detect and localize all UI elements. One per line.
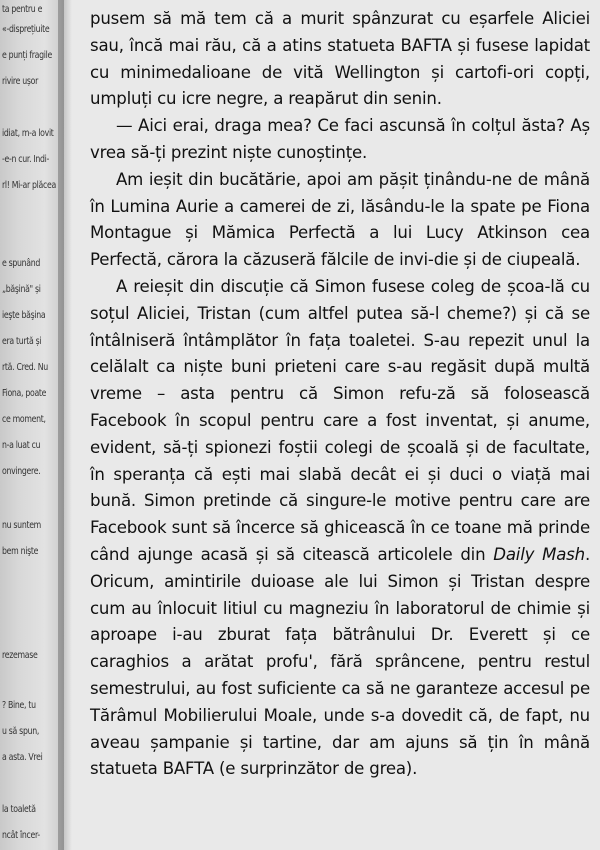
facing-page-fragment: ieşte băşina: [2, 310, 46, 321]
facing-page-fragment: era turtă și: [2, 336, 42, 347]
facing-page-fragment: a asta. Vrei: [2, 752, 43, 763]
facing-page-fragment: la toaletă: [2, 804, 36, 815]
facing-page-fragment: ? Bine, tu: [2, 700, 36, 711]
facing-page-fragment: e punți fragile: [2, 50, 52, 61]
facing-page-fragment: nu suntem: [2, 520, 41, 531]
facing-page-edge: [0, 0, 64, 850]
paragraph: [90, 167, 590, 274]
book-page: [90, 6, 590, 783]
facing-page-fragment: rivire ușor: [2, 76, 39, 87]
facing-page-fragment: ta pentru e: [2, 4, 43, 15]
paragraph-dialogue: [90, 113, 590, 167]
paragraph: [90, 274, 590, 783]
facing-page-fragment: rl! Mi-ar plăcea: [2, 180, 56, 191]
facing-page-fragment: -e-n cur. Indi-: [2, 154, 50, 165]
gutter-shadow: [58, 0, 72, 850]
facing-page-fragment: rezemase: [2, 650, 38, 661]
facing-page-fragment: „băşină" și: [2, 284, 41, 295]
facing-page-fragment: e spunând: [2, 258, 41, 269]
facing-page-fragment: rtă. Cred. Nu: [2, 362, 48, 373]
paragraph-text: Am ieșit din bucătărie, apoi am pășit ținându-ne de mână în Lumina Aurie a camerei de zi, lăsându-le la spate pe Fiona Montague și Mămica Perfectă a lui Lucy Atkinson cea Perfectă, cărora la căzuseră fălcile de invi-die și de ciupeală.: [90, 169, 590, 270]
facing-page-fragment: ncât încer-: [2, 830, 40, 841]
facing-page-fragment: onvingere.: [2, 466, 41, 477]
paragraph-text: A reieșit din discuție că Simon fusese coleg de școa-lă cu soțul Aliciei, Tristan (cum altfel putea să-l cheme?) și că se întâlniseră întâmplător în fața toaletei. S-au repezit unul la celălalt ca niște buni prieteni care s-au regăsit după multă vreme – asta pentru că Simon refu-ză să folosească Facebook în scopul pentru care a fost inventat, și anume, evident, să-ți spionezi foștii colegi de școală și de facultate, în speranța că ești mai slabă decât ei și duci o viață mai bună. Simon pretinde că singure-le motive pentru care are Facebook sunt să încerce să ghicească în ce toane mă prinde când ajunge acasă și să citească articolele din: [90, 276, 590, 564]
facing-page-fragment: «-disprețiuite: [2, 24, 50, 35]
paragraph-text: — Aici erai, draga mea? Ce faci ascunsă în colțul ăsta? Aș vrea să-ți prezint niște cunoștințe.: [90, 116, 590, 162]
facing-page-fragment: Fiona, poate: [2, 388, 47, 399]
paragraph-text: . Oricum, amintirile duioase ale lui Simon și Tristan despre cum au înlocuit litiul cu magneziu în laboratorul de chimie și aproape i-au zburat fața bătrânului Dr. Everett și ce caraghios a arătat profu', fără sprâncene, pentru restul semestrului, au fost suficiente ca să ne garanteze accesul pe Tărâmul Mobilierului Moale, unde s-a dovedit că, de fapt, nu aveau șampanie și tartine, dar am ajuns să țin în mână statueta BAFTA (e surprinzător de grea).: [90, 544, 591, 779]
italic-title: Daily Mash: [493, 544, 585, 564]
facing-page-fragment: n-a luat cu: [2, 440, 41, 451]
paragraph-text: pusem să mă tem că a murit spânzurat cu eșarfele Aliciei sau, încă mai rău, că a atins statueta BAFTA și fusese lapidat cu minimedalioane de vită Wellington și cartofi-ori copți, umpluți cu icre negre, a reapărut din senin.: [90, 9, 590, 109]
facing-page-fragment: idiat, m-a lovit: [2, 128, 54, 139]
facing-page-fragment: bem nişte: [2, 546, 39, 557]
facing-page-fragment: u să spun,: [2, 726, 40, 737]
paragraph-continued: [90, 6, 590, 113]
facing-page-fragment: ce moment,: [2, 414, 46, 425]
